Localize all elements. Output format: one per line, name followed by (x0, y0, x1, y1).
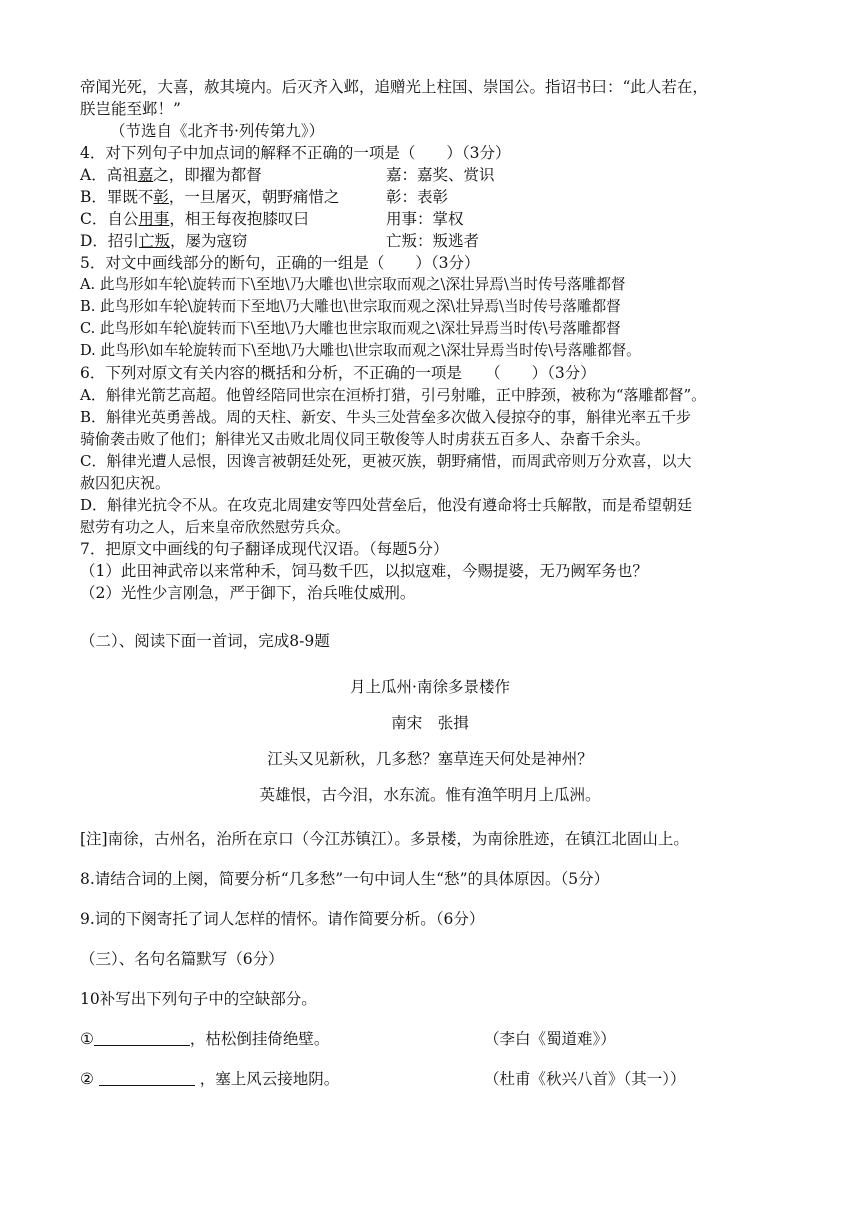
question-8: 8.请结合词的上阕，简要分析“几多愁”一句中词人生“愁”的具体原因。（5分） (80, 870, 610, 888)
question-5 (80, 252, 780, 362)
option-d: D．斛律光抗令不从。在攻克北周建安等四处营垒后，他没有遵命将士兵解散，而是希望朝廷 (80, 496, 693, 514)
option-gloss: 彰：表彰 (386, 188, 449, 206)
poem-note: [注]南徐，古州名，治所在京口（今江苏镇江）。多景楼，为南徐胜迹，在镇江北固山上。 (80, 830, 689, 848)
option-b: B. 此鸟形如车轮\旋转而下至地\乃大雕也\世宗取而观之深\壮异焉\当时传号落雕都督 (80, 298, 621, 315)
option-text: C．自公 (80, 210, 139, 228)
section-heading: （三）、名句名篇默写（6分） (80, 950, 284, 968)
passage-source: （节选自《北齐书·列传第九》） (110, 122, 325, 140)
option-b-cont: 骑偷袭击败了他们；斛律光又击败北周仪同王敬俊等人时虏获五百多人、杂畜千余头。 (80, 430, 651, 448)
option-b: B．斛律光英勇善战。周的天柱、新安、牛头三处营垒多次做入侵掠夺的事，斛律光率五千步 (80, 408, 692, 426)
item-text: ，塞上风云接地阴。 (199, 1070, 340, 1088)
poem-title: 月上瓜州·南徐多景楼作 (350, 678, 510, 696)
section-poem (80, 630, 780, 930)
section-recitation (80, 948, 780, 1090)
option-text: ，一旦屠灭，朝野痛惜之 (168, 188, 340, 206)
exam-page (80, 76, 780, 1090)
dotted-word: 用事 (138, 210, 170, 228)
option-text: ，屡为寇窃 (169, 232, 248, 250)
option-d-cont: 慰劳有功之人，后来皇帝欣然慰劳兵众。 (80, 518, 351, 536)
answer-blank[interactable] (99, 1069, 195, 1086)
option-gloss: 嘉：嘉奖、赏识 (386, 166, 495, 184)
option-b (80, 186, 780, 208)
passage-line: 帝闻光死，大喜，赦其境内。后灭齐入邺，追赠光上柱国、崇国公。指诏书曰：“此人若在， (80, 78, 708, 96)
poem-author: 南宋 张揖 (391, 714, 469, 732)
fill-item (80, 1028, 780, 1050)
question-stem: 4．对下列句子中加点词的解释不正确的一项是（ ）（3分） (80, 144, 511, 162)
dotted-word: 彰 (153, 188, 169, 206)
question-7 (80, 538, 780, 604)
option-gloss: 亡叛：叛逃者 (386, 232, 480, 250)
poem-verse: 江头又见新秋，几多愁？塞草连天何处是神州？ (267, 750, 593, 768)
option-c: C. 此鸟形如车轮\旋转而下\至地\乃大雕也世宗取而观之\深壮异焉当时传\号落雕都督 (80, 320, 621, 337)
option-c (80, 208, 780, 230)
option-text: B．罪既不 (80, 188, 154, 206)
translation-item: （2）光性少言刚急，严于御下，治兵唯仗威刑。 (80, 584, 416, 602)
passage-end (80, 76, 780, 142)
item-text: ，枯松倒挂倚绝壁。 (189, 1030, 330, 1048)
section-heading: （二）、阅读下面一首词，完成8-9题 (80, 632, 330, 650)
option-text: ，相王每夜抱膝叹曰 (169, 210, 309, 228)
item-number: ② (80, 1070, 94, 1088)
option-d: D. 此鸟形\如车轮旋转而下\至地\乃大雕也\世宗取而观之\深壮异焉当时传\号落雕都督。 (80, 342, 641, 359)
passage-line: 朕岂能至邺！” (80, 100, 181, 118)
fill-item (80, 1068, 780, 1090)
option-text: D．招引 (80, 232, 139, 250)
question-stem: 6．下列对原文有关内容的概括和分析，不正确的一项是 （ ）（3分） (80, 364, 596, 382)
option-d (80, 230, 780, 252)
option-a (80, 164, 780, 186)
dotted-word: 嘉 (137, 166, 154, 184)
option-a: A. 此鸟形如车轮\旋转而下\至地\乃大雕也\世宗取而观之\深壮异焉\当时传号落雕都督 (80, 276, 626, 293)
answer-blank[interactable] (94, 1029, 190, 1046)
option-text: 之，即擢为都督 (153, 166, 262, 184)
dotted-word: 亡叛 (138, 232, 170, 250)
translation-item: （1）此田神武帝以来常种禾，饲马数千匹，以拟寇难，今赐提婆，无乃阙军务也？ (80, 562, 648, 580)
question-9: 9.词的下阕寄托了词人怎样的情怀。请作简要分析。（6分） (80, 910, 485, 928)
option-gloss: 用事：掌权 (386, 210, 464, 228)
item-source: （李白《蜀道难》） (484, 1030, 616, 1048)
poem-verse: 英雄恨，古今泪，水东流。惟有渔竿明月上瓜洲。 (259, 786, 601, 804)
item-number: ① (80, 1030, 94, 1048)
question-10: 10补写出下列句子中的空缺部分。 (80, 990, 317, 1008)
question-6 (80, 362, 780, 538)
question-stem: 5．对文中画线部分的断句，正确的一组是（ ）（3分） (80, 254, 480, 272)
item-source: （杜甫《秋兴八首》（其一）） (484, 1070, 686, 1088)
option-text: A．高祖 (80, 166, 138, 184)
option-c-cont: 赦囚犯庆祝。 (80, 474, 171, 492)
option-a: A．斛律光箭艺高超。他曾经陪同世宗在洹桥打猎，引弓射雕，正中脖颈，被称为“落雕都督”。 (80, 386, 707, 404)
option-c: C．斛律光遭人忌恨，因谗言被朝廷处死，更被灭族，朝野痛惜，而周武帝则万分欢喜，以大 (80, 452, 692, 470)
question-4 (80, 142, 780, 252)
question-stem: 7．把原文中画线的句子翻译成现代汉语。（每题5分） (80, 540, 449, 558)
